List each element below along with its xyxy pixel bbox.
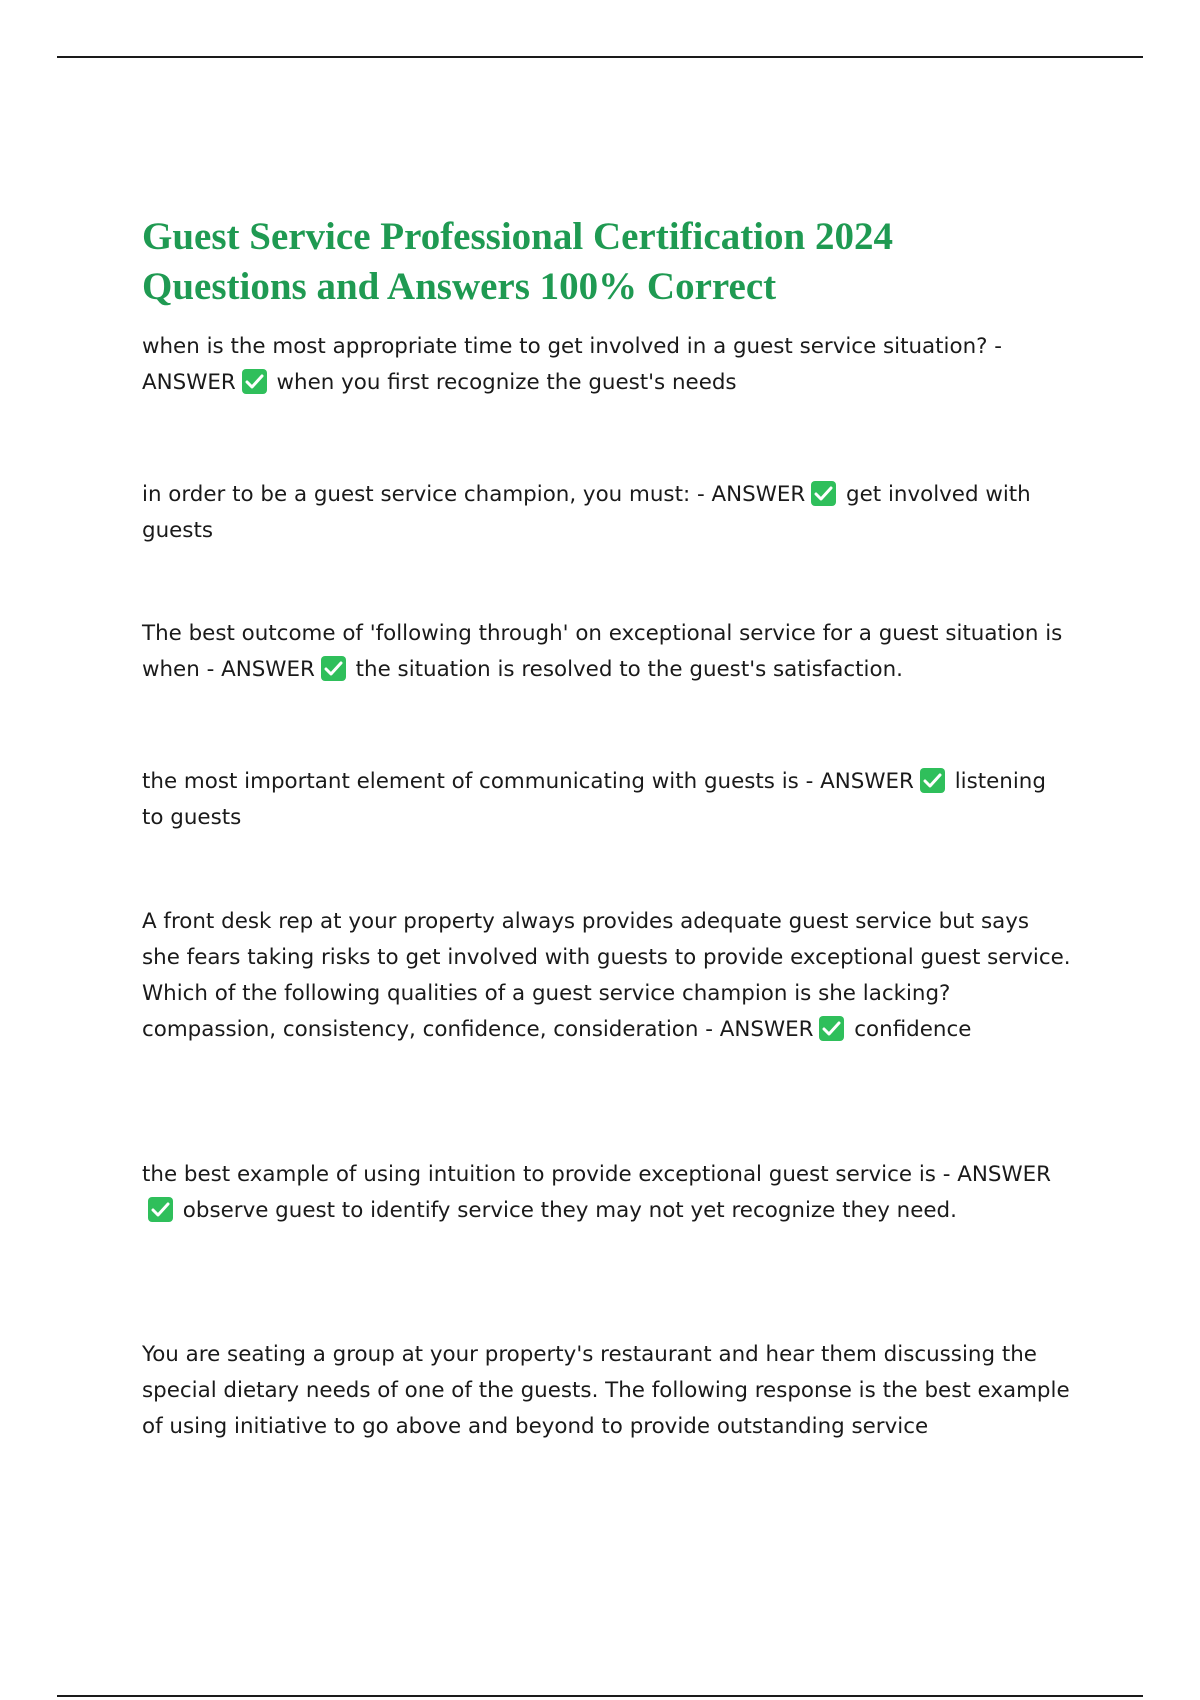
answer-text: confidence: [847, 1017, 972, 1042]
question-text: The best outcome of 'following through' on exceptional service for a guest situation is when -: [142, 621, 1063, 682]
answer-label: ANSWER: [142, 370, 236, 395]
qa-item: [142, 904, 1072, 1048]
document-title: [142, 212, 1082, 312]
answer-text: listening to guests: [142, 769, 1046, 830]
top-rule: [57, 56, 1143, 58]
title-line-2: Questions and Answers 100% Correct: [142, 265, 777, 308]
answer-label: ANSWER: [221, 657, 315, 682]
answer-label: ANSWER: [957, 1162, 1051, 1187]
check-box-icon: [148, 1197, 173, 1222]
answer-text: get involved with guests: [142, 482, 1031, 543]
check-box-icon: [321, 656, 346, 681]
answer-text: when you first recognize the guest's needs: [269, 370, 737, 395]
answer-text: the situation is resolved to the guest's satisfaction.: [348, 657, 903, 682]
check-box-icon: [819, 1016, 844, 1041]
answer-label: ANSWER: [820, 769, 914, 794]
answer-label: ANSWER: [711, 482, 806, 507]
answer-label: ANSWER: [719, 1017, 814, 1042]
check-box-icon: [242, 369, 267, 394]
check-box-icon: [811, 481, 836, 506]
bottom-rule: [57, 1695, 1143, 1697]
question-text: You are seating a group at your property's restaurant and hear them discussing the special dietary needs of one of the guests. The following response is the best example of using initiative to go above and beyond to provide outstanding service: [142, 1342, 1070, 1439]
qa-item: [142, 764, 1072, 836]
title-line-1: Guest Service Professional Certification 2024: [142, 215, 893, 258]
qa-item: [142, 1157, 1072, 1229]
question-text: in order to be a guest service champion, you must: -: [142, 482, 712, 507]
answer-text: observe guest to identify service they may not yet recognize they need.: [176, 1198, 957, 1223]
qa-item: [142, 477, 1072, 549]
question-text: A front desk rep at your property always provides adequate guest service but says she fears taking risks to get involved with guests to provide exceptional guest service. Which of the following qualities of a guest service champion is she lacking? compassion, consistency, confidence, consideration -: [142, 909, 1071, 1042]
qa-item: [142, 616, 1072, 688]
check-box-icon: [920, 768, 945, 793]
question-text: the best example of using intuition to provide exceptional guest service is -: [142, 1162, 958, 1187]
question-text: when is the most appropriate time to get involved in a guest service situation? -: [142, 334, 1003, 359]
question-text: the most important element of communicating with guests is -: [142, 769, 821, 794]
qa-item: [142, 1337, 1072, 1445]
qa-item: [142, 329, 1072, 401]
